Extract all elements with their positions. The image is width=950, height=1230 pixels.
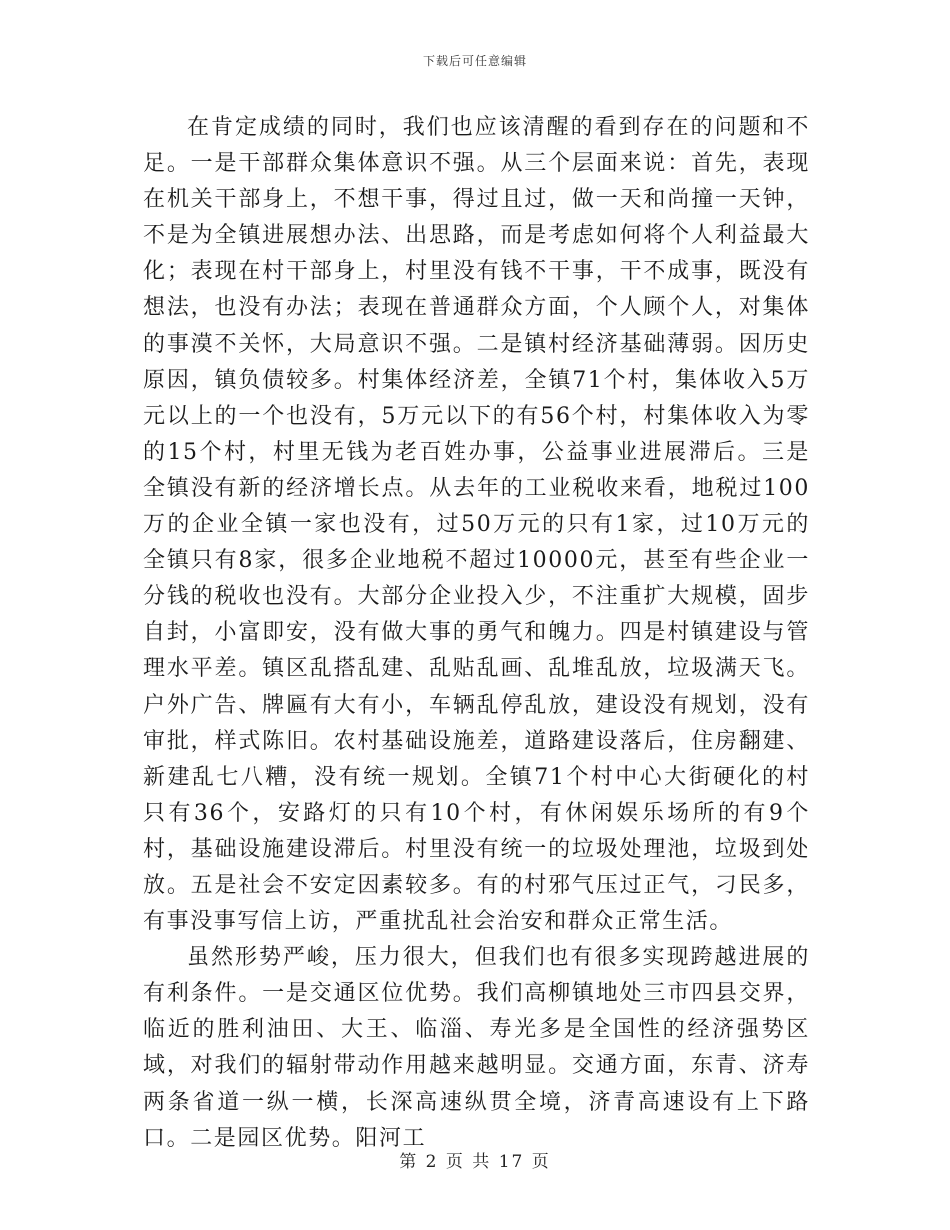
paragraph-advantages: 虽然形势严峻，压力很大，但我们也有很多实现跨越进展的有利条件。一是交通区位优势。我们高柳镇地处三市四县交界，临近的胜利油田、大王、临淄、寿光多是全国性的经济强势区域，对我们的辐射带动作用越来越明显。交通方面，东青、济寿两条省道一纵一横，长深高速纵贯全境，济青高速设有上下路口。二是园区优势。阳河工: [143, 945, 810, 1151]
paragraph-problems: 在肯定成绩的同时，我们也应该清醒的看到存在的问题和不足。一是干部群众集体意识不强。从三个层面来说：首先，表现在机关干部身上，不想干事，得过且过，做一天和尚撞一天钟，不是为全镇进展想办法、出思路，而是考虑如何将个人利益最大化；表现在村干部身上，村里没有钱不干事，干不成事，既没有想法，也没有办法；表现在普通群众方面，个人顾个人，对集体的事漠不关怀，大局意识不强。二是镇村经济基础薄弱。因历史原因，镇负债较多。村集体经济差，全镇71个村，集体收入5万元以上的一个也没有，5万元以下的有56个村，村集体收入为零的15个村，村里无钱为老百姓办事，公益事业进展滞后。三是全镇没有新的经济增长点。从去年的工业税收来看，地税过100万的企业全镇一家也没有，过50万元的只有1家，过10万元的全镇只有8家，很多企业地税不超过10000元，甚至有些企业一分钱的税收也没有。大部分企业投入少，不注重扩大规模，固步自封，小富即安，没有做大事的勇气和魄力。四是村镇建设与管理水平差。镇区乱搭乱建、乱贴乱画、乱堆乱放，垃圾满天飞。户外广告、牌匾有大有小，车辆乱停乱放，建设没有规划，没有审批，样式陈旧。农村基础设施差，道路建设落后，住房翻建、新建乱七八糟，没有统一规划。全镇71个村中心大街硬化的村只有36个，安路灯的只有10个村，有休闲娱乐场所的有9个村，基础设施建设滞后。村里没有统一的垃圾处理池，垃圾到处放。五是社会不安定因素较多。有的村邪气压过正气，刁民多，有事没事写信上访，严重扰乱社会治安和群众正常生活。: [143, 115, 810, 935]
document-body: [143, 110, 810, 1157]
page-header: 下载后可任意编辑: [422, 54, 527, 68]
page-number-footer: 第 2 页 共 17 页: [399, 1152, 551, 1172]
